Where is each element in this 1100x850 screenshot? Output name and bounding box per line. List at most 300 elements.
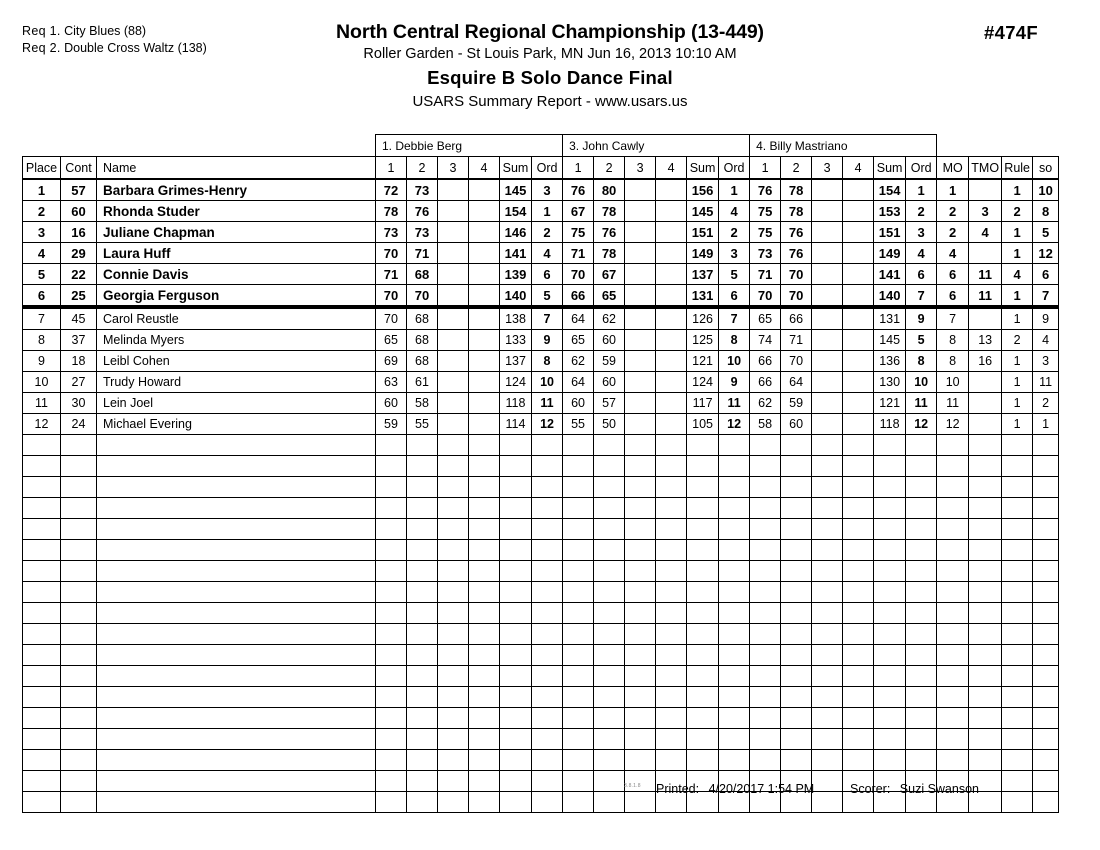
cell-judge1-dance1: 72 [376,179,407,201]
cell-judge3-dance1: 66 [750,351,781,372]
cell-place: 3 [23,222,61,243]
cell-empty [750,477,781,498]
cell-empty [563,687,594,708]
cell-judge3-dance2: 70 [781,351,812,372]
header-mo: MO [937,157,969,180]
cell-empty [687,708,719,729]
cell-empty [874,603,906,624]
header-j2-ord: Ord [719,157,750,180]
cell-judge3-sum: 118 [874,414,906,435]
cell-empty [407,729,438,750]
cell-judge1-ord: 12 [532,414,563,435]
requirement-text-1: City Blues (88) [64,24,147,38]
cell-empty [937,645,969,666]
cell-empty [687,603,719,624]
cell-place: 8 [23,330,61,351]
cell-empty [781,519,812,540]
table-row[interactable] [23,307,1059,330]
table-row-empty[interactable] [23,561,1059,582]
cell-cont: 24 [61,414,97,435]
cell-empty [1033,771,1059,792]
cell-empty [719,498,750,519]
cell-rule: 1 [1002,351,1033,372]
cell-empty [23,729,61,750]
table-row[interactable] [23,264,1059,285]
table-row-empty[interactable] [23,624,1059,645]
cell-tmo: 4 [969,222,1002,243]
cell-empty [812,561,843,582]
cell-empty [781,687,812,708]
cell-empty [438,477,469,498]
cell-empty [1002,771,1033,792]
cell-empty [1033,624,1059,645]
cell-judge2-ord: 11 [719,393,750,414]
cell-empty [969,729,1002,750]
cell-empty [500,540,532,561]
header-so: so [1033,157,1059,180]
cell-empty [469,771,500,792]
cell-judge1-dance4 [469,393,500,414]
cell-empty [906,666,937,687]
cell-empty [906,750,937,771]
cell-empty [469,603,500,624]
cell-empty [719,435,750,456]
cell-empty [687,456,719,477]
cell-empty [874,624,906,645]
cell-empty [750,750,781,771]
cell-empty [719,729,750,750]
cell-empty [750,435,781,456]
cell-empty [532,687,563,708]
cell-judge1-sum: 145 [500,179,532,201]
cell-empty [937,750,969,771]
page-title: North Central Regional Championship (13-449) [336,21,764,43]
judge-2-name: 3. John Cawly [563,135,750,157]
cell-empty [438,519,469,540]
cell-empty [719,561,750,582]
cell-empty [656,708,687,729]
cell-empty [687,477,719,498]
table-row[interactable] [23,201,1059,222]
cell-rule: 2 [1002,201,1033,222]
table-row[interactable] [23,351,1059,372]
cell-empty [23,687,61,708]
cell-empty [781,498,812,519]
table-row-empty[interactable] [23,645,1059,666]
results-sheet [22,134,1053,813]
cell-empty [656,750,687,771]
results-table-body [23,135,1059,813]
cell-judge2-sum: 151 [687,222,719,243]
cell-empty [656,540,687,561]
cell-empty [469,582,500,603]
cell-empty [594,603,625,624]
cell-empty [407,624,438,645]
cell-judge3-ord: 10 [906,372,937,393]
header-j3-d2: 2 [781,157,812,180]
cell-empty [750,666,781,687]
cell-empty [407,603,438,624]
table-row[interactable] [23,393,1059,414]
cell-judge3-sum: 140 [874,285,906,308]
cell-judge3-dance4 [843,414,874,435]
cell-empty [874,498,906,519]
judge-band-spacer [23,135,61,157]
cell-empty [625,666,656,687]
cell-name: Laura Huff [97,243,376,264]
cell-empty [937,603,969,624]
judge-3-name: 4. Billy Mastriano [750,135,937,157]
table-row-empty[interactable] [23,498,1059,519]
table-row[interactable] [23,243,1059,264]
cell-empty [438,561,469,582]
cell-empty [750,603,781,624]
cell-judge2-sum: 124 [687,372,719,393]
table-row-empty[interactable] [23,666,1059,687]
cell-empty [61,582,97,603]
printed-value: 4/20/2017 1:54 PM [708,782,815,796]
cell-judge1-sum: 146 [500,222,532,243]
cell-empty [469,666,500,687]
cell-empty [407,435,438,456]
cell-judge2-dance2: 59 [594,351,625,372]
cell-empty [719,540,750,561]
cell-judge2-dance3 [625,285,656,308]
cell-rule: 1 [1002,243,1033,264]
judge-band-spacer [937,135,969,157]
cell-empty [500,477,532,498]
cell-empty [1033,456,1059,477]
cell-empty [407,792,438,813]
cell-empty [1033,561,1059,582]
cell-judge1-dance4 [469,414,500,435]
table-row-empty[interactable] [23,729,1059,750]
cell-empty [376,645,407,666]
cell-judge1-sum: 138 [500,307,532,330]
cell-so: 7 [1033,285,1059,308]
cell-empty [656,498,687,519]
cell-empty [376,561,407,582]
header-j1-ord: Ord [532,157,563,180]
cell-empty [532,708,563,729]
cell-empty [61,729,97,750]
cell-empty [656,624,687,645]
cell-empty [937,666,969,687]
cell-judge3-dance4 [843,243,874,264]
cell-so: 11 [1033,372,1059,393]
cell-empty [750,687,781,708]
cell-judge2-ord: 1 [719,179,750,201]
header-j3-d3: 3 [812,157,843,180]
cell-empty [906,603,937,624]
cell-empty [563,603,594,624]
cell-judge1-sum: 137 [500,351,532,372]
cell-empty [969,624,1002,645]
cell-judge2-dance4 [656,264,687,285]
cell-empty [874,561,906,582]
cell-empty [625,435,656,456]
cell-empty [906,582,937,603]
cell-so: 6 [1033,264,1059,285]
cell-empty [781,477,812,498]
table-row-empty[interactable] [23,540,1059,561]
cell-empty [812,477,843,498]
cell-judge2-dance3 [625,179,656,201]
cell-empty [656,477,687,498]
cell-empty [23,750,61,771]
cell-judge2-dance3 [625,330,656,351]
cell-empty [687,729,719,750]
cell-empty [750,729,781,750]
cell-cont: 27 [61,372,97,393]
cell-empty [937,540,969,561]
cell-empty [687,540,719,561]
cell-judge2-dance2: 65 [594,285,625,308]
cell-empty [376,666,407,687]
cell-rule: 4 [1002,264,1033,285]
cell-judge2-dance1: 64 [563,372,594,393]
header-j3-d4: 4 [843,157,874,180]
cell-judge3-dance2: 76 [781,243,812,264]
cell-tmo: 13 [969,330,1002,351]
table-row-empty[interactable] [23,687,1059,708]
cell-empty [61,456,97,477]
table-row-empty[interactable] [23,603,1059,624]
cell-judge3-dance1: 66 [750,372,781,393]
cell-judge3-dance4 [843,222,874,243]
cell-judge2-ord: 7 [719,307,750,330]
cell-empty [97,498,376,519]
header-j2-d1: 1 [563,157,594,180]
cell-judge1-dance3 [438,222,469,243]
cell-empty [469,624,500,645]
cell-empty [376,456,407,477]
cell-empty [843,540,874,561]
cell-judge3-dance2: 78 [781,201,812,222]
cell-empty [61,792,97,813]
cell-judge2-dance2: 60 [594,372,625,393]
cell-judge3-dance2: 76 [781,222,812,243]
cell-empty [812,540,843,561]
cell-judge1-dance1: 59 [376,414,407,435]
cell-rule: 1 [1002,393,1033,414]
cell-judge1-dance2: 68 [407,330,438,351]
cell-empty [438,687,469,708]
cell-empty [407,687,438,708]
cell-empty [969,666,1002,687]
cell-empty [874,708,906,729]
cell-judge2-sum: 149 [687,243,719,264]
cell-empty [750,456,781,477]
cell-empty [407,582,438,603]
cell-tmo [969,393,1002,414]
cell-empty [532,645,563,666]
header-j3-sum: Sum [874,157,906,180]
cell-judge1-dance2: 70 [407,285,438,308]
cell-empty [23,708,61,729]
cell-judge2-ord: 6 [719,285,750,308]
cell-empty [97,750,376,771]
cell-so: 1 [1033,414,1059,435]
cell-empty [23,624,61,645]
cell-judge1-dance3 [438,285,469,308]
cell-judge3-dance4 [843,307,874,330]
cell-empty [906,519,937,540]
cell-empty [594,750,625,771]
cell-judge2-dance1: 60 [563,393,594,414]
cell-rule: 2 [1002,330,1033,351]
cell-judge3-dance3 [812,393,843,414]
cell-empty [376,435,407,456]
cell-mo: 6 [937,285,969,308]
cell-empty [23,666,61,687]
table-row[interactable] [23,222,1059,243]
cell-empty [97,624,376,645]
cell-empty [843,519,874,540]
cell-empty [376,792,407,813]
cell-judge2-dance4 [656,414,687,435]
cell-judge3-dance3 [812,414,843,435]
header-name: Name [97,157,376,180]
cell-judge3-dance3 [812,264,843,285]
cell-empty [812,708,843,729]
table-row-empty[interactable] [23,519,1059,540]
cell-empty [500,582,532,603]
header-j2-d2: 2 [594,157,625,180]
table-row[interactable] [23,414,1059,435]
cell-empty [719,750,750,771]
cell-empty [1033,540,1059,561]
cell-empty [97,603,376,624]
cell-empty [874,729,906,750]
cell-judge3-dance4 [843,285,874,308]
cell-judge1-dance2: 58 [407,393,438,414]
results-table [22,134,1059,813]
table-row[interactable] [23,179,1059,201]
cell-empty [532,666,563,687]
cell-rule: 1 [1002,179,1033,201]
cell-empty [812,687,843,708]
cell-empty [750,624,781,645]
cell-empty [719,582,750,603]
cell-empty [500,771,532,792]
cell-judge1-dance1: 71 [376,264,407,285]
cell-name: Melinda Myers [97,330,376,351]
cell-empty [438,792,469,813]
cell-empty [625,561,656,582]
cell-empty [781,435,812,456]
cell-empty [61,561,97,582]
cell-empty [23,771,61,792]
cell-judge1-sum: 133 [500,330,532,351]
cell-empty [563,519,594,540]
table-row-empty[interactable] [23,708,1059,729]
cell-judge3-sum: 121 [874,393,906,414]
cell-judge3-dance1: 71 [750,264,781,285]
table-row[interactable] [23,330,1059,351]
table-row-empty[interactable] [23,477,1059,498]
table-row-empty[interactable] [23,435,1059,456]
cell-empty [937,519,969,540]
cell-judge3-dance4 [843,264,874,285]
cell-empty [843,708,874,729]
cell-empty [1002,435,1033,456]
cell-name: Lein Joel [97,393,376,414]
cell-empty [376,603,407,624]
cell-judge3-dance1: 70 [750,285,781,308]
table-row[interactable] [23,372,1059,393]
cell-empty [594,498,625,519]
cell-empty [563,477,594,498]
cell-empty [874,456,906,477]
cell-rule: 1 [1002,414,1033,435]
cell-empty [1002,498,1033,519]
cell-empty [563,435,594,456]
cell-judge3-dance4 [843,201,874,222]
cell-empty [376,708,407,729]
cell-empty [781,666,812,687]
cell-judge2-dance1: 75 [563,222,594,243]
cell-empty [781,561,812,582]
judge-band-spacer [97,135,376,157]
cell-judge2-sum: 121 [687,351,719,372]
cell-empty [376,477,407,498]
cell-mo: 10 [937,372,969,393]
cell-judge2-dance1: 67 [563,201,594,222]
cell-judge2-dance1: 70 [563,264,594,285]
cell-empty [937,582,969,603]
cell-judge2-ord: 12 [719,414,750,435]
cell-empty [594,624,625,645]
cell-empty [1033,582,1059,603]
cell-judge1-ord: 7 [532,307,563,330]
cell-judge1-dance2: 55 [407,414,438,435]
cell-empty [906,687,937,708]
cell-empty [23,498,61,519]
cell-empty [969,456,1002,477]
cell-empty [469,477,500,498]
cell-empty [1002,582,1033,603]
cell-judge1-ord: 11 [532,393,563,414]
cell-judge3-ord: 4 [906,243,937,264]
cell-empty [563,792,594,813]
cell-empty [1002,561,1033,582]
table-row-empty[interactable] [23,750,1059,771]
cell-empty [656,645,687,666]
cell-mo: 1 [937,179,969,201]
table-row-empty[interactable] [23,582,1059,603]
cell-empty [23,645,61,666]
cell-empty [23,435,61,456]
cell-empty [937,708,969,729]
cell-empty [23,456,61,477]
cell-empty [1033,666,1059,687]
cell-judge2-dance4 [656,222,687,243]
cell-empty [500,708,532,729]
table-row[interactable] [23,285,1059,308]
cell-judge2-dance2: 80 [594,179,625,201]
cell-empty [532,519,563,540]
cell-empty [376,771,407,792]
cell-empty [61,603,97,624]
table-row-empty[interactable] [23,456,1059,477]
cell-judge1-sum: 139 [500,264,532,285]
cell-tmo [969,414,1002,435]
cell-judge1-ord: 10 [532,372,563,393]
cell-empty [969,645,1002,666]
cell-judge2-dance3 [625,414,656,435]
cell-judge2-sum: 137 [687,264,719,285]
